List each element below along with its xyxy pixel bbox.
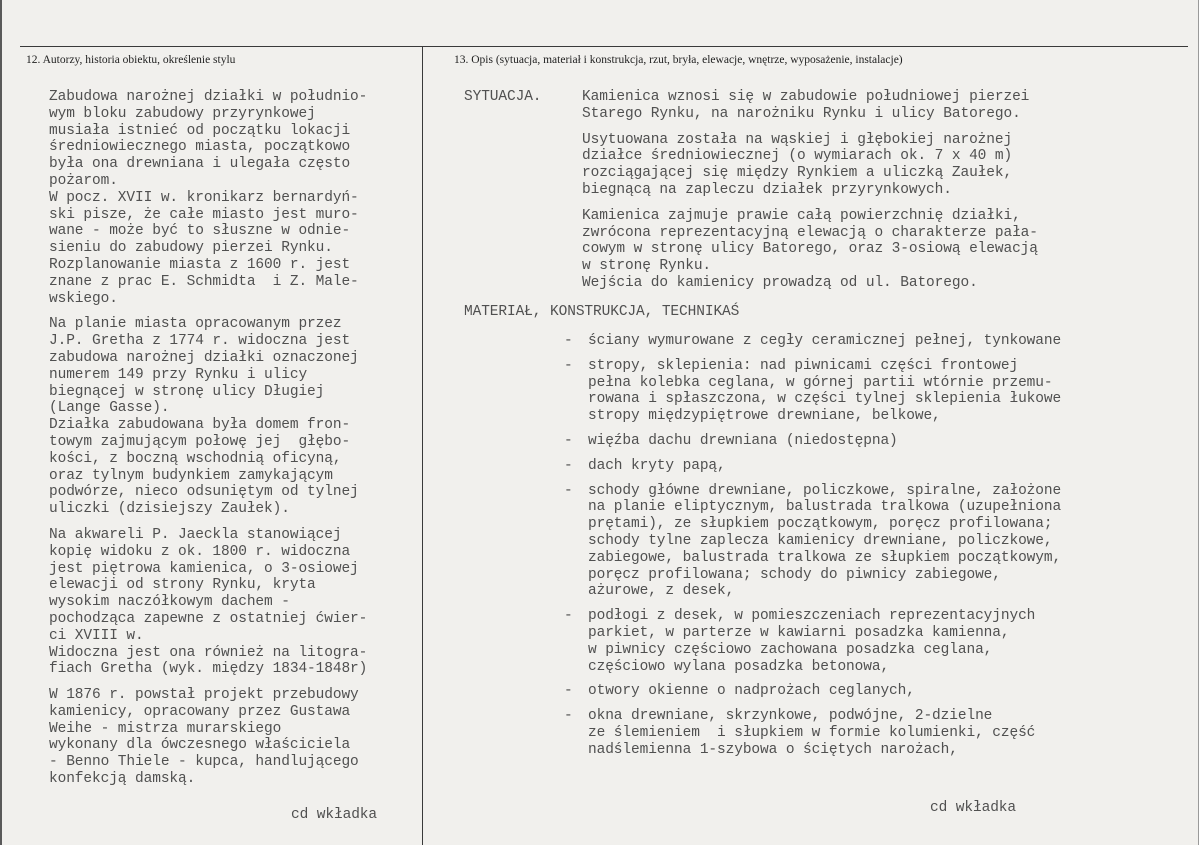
- list-dash: -: [564, 432, 573, 449]
- text-line: uliczki (dzisiejszy Zaułek).: [49, 501, 290, 518]
- text-line: stropy międzypiętrowe drewniane, belkowe,: [588, 408, 941, 425]
- text-line: wym bloku zabudowy przyrynkowej: [49, 105, 316, 122]
- material-item: [564, 358, 1164, 425]
- text-line: fiach Gretha (wyk. między 1834-1848r): [49, 661, 368, 678]
- text-line: Na planie miasta opracowanym przez: [49, 316, 342, 333]
- history-paragraph: [49, 316, 421, 518]
- text-line: J.P. Gretha z 1774 r. widoczna jest: [49, 333, 351, 350]
- text-line: podwórze, nieco odsuniętym od tylnej: [49, 484, 359, 501]
- situation-text: [582, 89, 1182, 301]
- text-line: Usytuowana została na wąskiej i głębokiej narożnej: [582, 131, 1013, 148]
- text-line: jest piętrowa kamienica, o 3-osiowej: [49, 560, 359, 577]
- situation-paragraph: [582, 89, 1182, 123]
- text-line: wysokim naczółkowym dachem -: [49, 594, 290, 611]
- list-dash: -: [564, 457, 573, 474]
- text-line: ze ślemieniem i słupkiem w formie kolumienki, część: [588, 724, 1036, 741]
- text-line: ski pisze, że całe miasto jest muro-: [49, 206, 359, 223]
- text-line: otwory okienne o nadprożach ceglanych,: [588, 683, 915, 700]
- text-line: rozciągającej się między Rynkiem a uliczką Zaułek,: [582, 165, 1013, 182]
- text-line: Kamienica wznosi się w zabudowie południowej pierzei: [582, 89, 1030, 105]
- text-line: kopię widoku z ok. 1800 r. widoczna: [49, 543, 351, 560]
- text-line: prętami), ze słupkiem początkowym, poręcz profilowana;: [588, 516, 1053, 533]
- text-line: Rozplanowanie miasta z 1600 r. jest: [49, 256, 351, 273]
- list-dash: -: [564, 482, 573, 499]
- situation-paragraph: [582, 132, 1182, 199]
- history-paragraph: [49, 89, 421, 307]
- text-line: Widoczna jest ona również na litogra-: [49, 644, 368, 661]
- top-rule: [20, 46, 1188, 47]
- material-label: MATERIAŁ, KONSTRUKCJA, TECHNIKAŚ: [464, 304, 740, 320]
- material-item: [564, 333, 1164, 350]
- list-dash: -: [564, 683, 573, 700]
- text-line: schody główne drewniane, policzkowe, spiralne, założone: [588, 482, 1062, 499]
- text-line: pożarom.: [49, 172, 118, 189]
- text-line: parkiet, w parterze w kawiarni posadzka kamienna,: [588, 624, 1010, 641]
- text-line: Na akwareli P. Jaeckla stanowiącej: [49, 526, 342, 543]
- text-line: działce średniowiecznej (o wymiarach ok. 7 x 40 m): [582, 148, 1013, 165]
- list-dash: -: [564, 357, 573, 374]
- text-line: cowym w stronę ulicy Batorego, oraz 3-osiową elewacją: [582, 241, 1038, 258]
- text-line: konfekcją damską.: [49, 771, 196, 788]
- column-divider: [422, 46, 423, 845]
- material-item: [564, 483, 1164, 601]
- material-item: [564, 683, 1164, 700]
- text-line: ci XVIII w.: [49, 627, 144, 644]
- text-line: więźba dachu drewniana (niedostępna): [588, 432, 898, 449]
- material-item: [564, 608, 1164, 675]
- left-continuation-note: cd wkładka: [291, 807, 378, 823]
- text-line: znane z prac E. Schmidta i Z. Male-: [49, 273, 359, 290]
- list-dash: -: [564, 708, 573, 725]
- text-line: oraz tylnym budynkiem zamykającym: [49, 467, 333, 484]
- material-list: [564, 333, 1164, 767]
- text-line: poręcz profilowana; schody do piwnicy zabiegowe,: [588, 566, 1001, 583]
- text-line: w stronę Rynku.: [582, 258, 712, 275]
- section-12-header: 12. Autorzy, historia obiektu, określenie stylu: [26, 54, 236, 66]
- right-continuation-note: cd wkładka: [930, 800, 1017, 816]
- text-line: ściany wymurowane z cegły ceramicznej pełnej, tynkowane: [588, 333, 1062, 349]
- text-line: biegnącą na zapleczu działek przyrynkowych.: [582, 181, 952, 198]
- text-line: (Lange Gasse).: [49, 400, 170, 417]
- text-line: Starego Rynku, na narożniku Rynku i ulicy Batorego.: [582, 105, 1021, 122]
- text-line: schody tylne zaplecza kamienicy drewniane, policzkowe,: [588, 532, 1053, 549]
- text-line: zwrócona reprezentacyjną elewacją o charakterze pała-: [582, 224, 1038, 241]
- text-line: Kamienica zajmuje prawie całą powierzchnię działki,: [582, 207, 1021, 224]
- list-dash: -: [564, 608, 573, 625]
- text-line: Zabudowa narożnej działki w południo-: [49, 89, 368, 105]
- text-line: W 1876 r. powstał projekt przebudowy: [49, 687, 359, 704]
- text-line: na planie eliptycznym, balustrada tralkowa (uzupełniona: [588, 499, 1062, 516]
- history-text: [49, 89, 421, 797]
- list-dash: -: [564, 333, 573, 349]
- text-line: częściowo wylana posadzka betonowa,: [588, 658, 890, 675]
- text-line: wane - może być to słuszne w odnie-: [49, 223, 351, 240]
- text-line: okna drewniane, skrzynkowe, podwójne, 2-dzielne: [588, 708, 993, 725]
- text-line: ażurowe, z desek,: [588, 583, 735, 600]
- text-line: średniowiecznego miasta, początkowo: [49, 139, 351, 156]
- text-line: sieniu do zabudowy pierzei Rynku.: [49, 240, 333, 257]
- text-line: rowana i spłaszczona, w części tylnej sklepienia łukowe: [588, 391, 1062, 408]
- text-line: wykonany dla ówczesnego właściciela: [49, 737, 351, 754]
- text-line: biegnącej w stronę ulicy Długiej: [49, 383, 325, 400]
- text-line: kamienicy, opracowany przez Gustawa: [49, 703, 351, 720]
- text-line: była ona drewniana i ulegała często: [49, 156, 351, 173]
- text-line: pełna kolebka ceglana, w górnej partii wtórnie przemu-: [588, 374, 1053, 391]
- text-line: nadślemienna 1-szybowa o ściętych narożach,: [588, 741, 958, 758]
- text-line: Wejścia do kamienicy prowadzą od ul. Batorego.: [582, 274, 978, 291]
- text-line: kości, z boczną wschodnią oficyną,: [49, 450, 342, 467]
- text-line: zabiegowe, balustrada tralkowa ze słupkiem początkowym,: [588, 549, 1062, 566]
- text-line: W pocz. XVII w. kronikarz bernardyń-: [49, 189, 359, 206]
- text-line: pochodząca zapewne z ostatniej ćwier-: [49, 610, 368, 627]
- material-item: [564, 708, 1164, 758]
- material-item: [564, 458, 1164, 475]
- text-line: Działka zabudowana była domem fron-: [49, 417, 351, 434]
- text-line: numerem 149 przy Rynku i ulicy: [49, 366, 308, 383]
- text-line: Weihe - mistrza murarskiego: [49, 720, 282, 737]
- text-line: towym zajmującym połowę jej głębo-: [49, 433, 351, 450]
- text-line: w piwnicy częściowo zachowana posadzka ceglana,: [588, 641, 993, 658]
- text-line: musiała istnieć od początku lokacji: [49, 122, 351, 139]
- text-line: dach kryty papą,: [588, 457, 726, 474]
- material-item: [564, 433, 1164, 450]
- text-line: elewacji od strony Rynku, kryta: [49, 577, 316, 594]
- history-paragraph: [49, 527, 421, 678]
- text-line: stropy, sklepienia: nad piwnicami części frontowej: [588, 357, 1019, 374]
- situation-paragraph: [582, 208, 1182, 292]
- situation-label: SYTUACJA.: [464, 89, 542, 105]
- text-line: wskiego.: [49, 290, 118, 307]
- text-line: zabudowa narożnej działki oznaczonej: [49, 349, 359, 366]
- text-line: podłogi z desek, w pomieszczeniach reprezentacyjnych: [588, 608, 1036, 625]
- history-paragraph: [49, 687, 421, 788]
- section-13-header: 13. Opis (sytuacja, materiał i konstrukcja, rzut, bryła, elewacje, wnętrze, wyposażenie, instalacje): [454, 54, 903, 66]
- text-line: - Benno Thiele - kupca, handlującego: [49, 754, 359, 771]
